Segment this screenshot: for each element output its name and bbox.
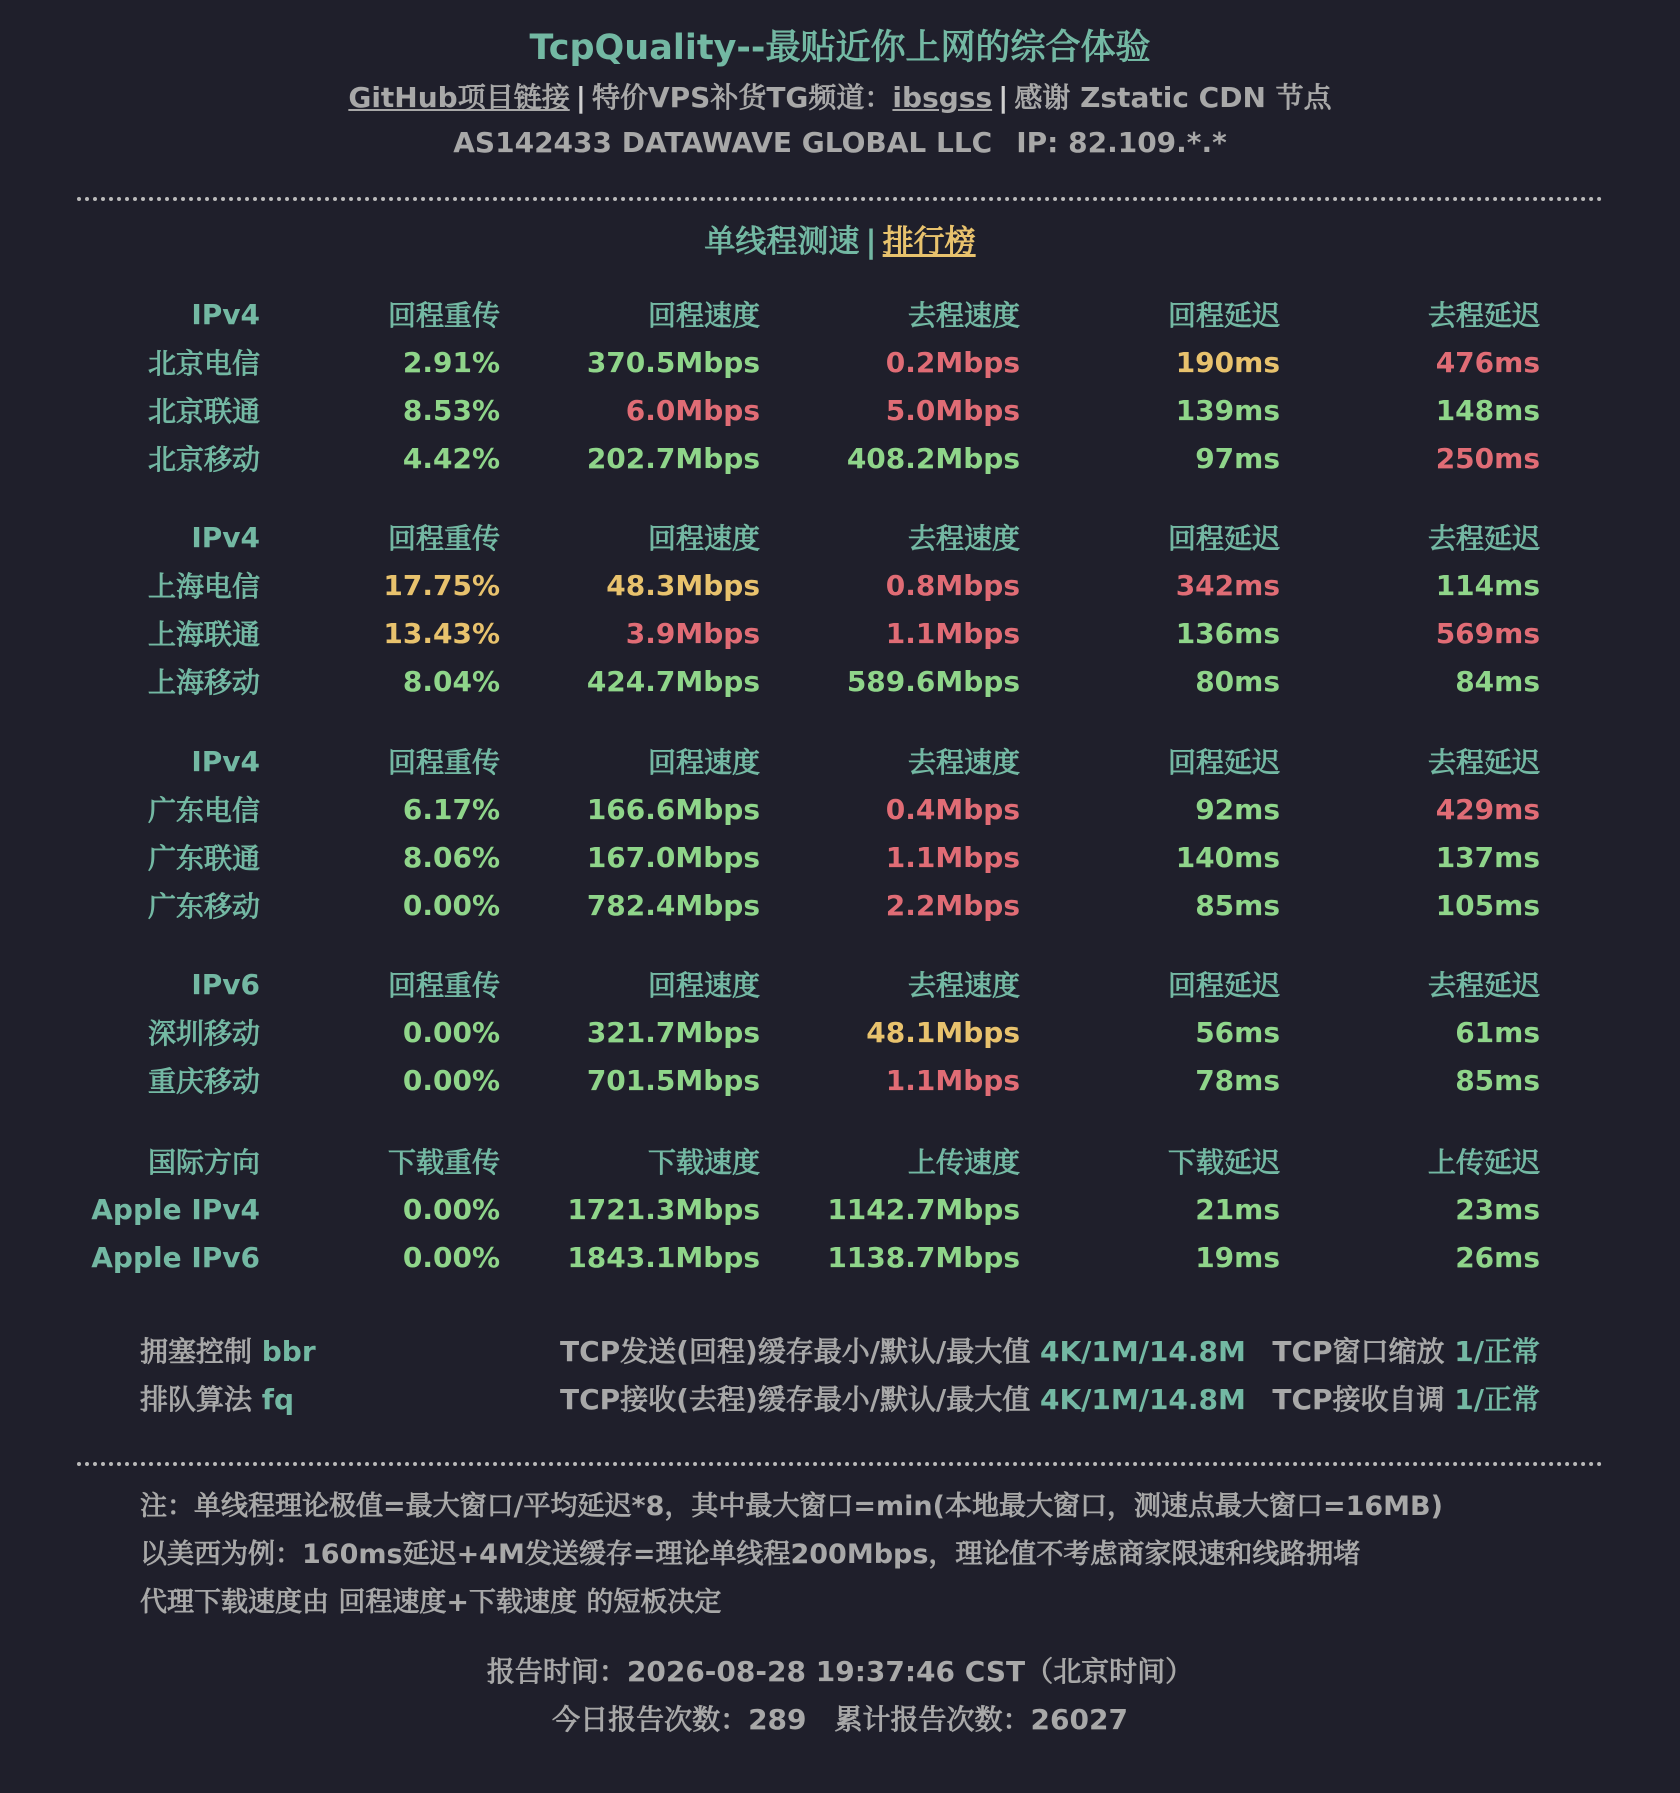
metric-value: 424.7Mbps bbox=[586, 664, 760, 698]
route-name: 上海电信 bbox=[147, 570, 260, 603]
metric-value: 48.3Mbps bbox=[606, 568, 760, 602]
table-header-row bbox=[60, 737, 1540, 785]
config-recv-autotune: TCP接收自调 1/正常 bbox=[1272, 1383, 1540, 1416]
results-table bbox=[60, 290, 1540, 482]
metric-value: 4.42% bbox=[402, 441, 500, 475]
results-table bbox=[60, 513, 1540, 705]
metric-value: 701.5Mbps bbox=[586, 1063, 760, 1097]
separator: | bbox=[998, 81, 1009, 114]
page-title: TcpQuality--最贴近你上网的综合体验 bbox=[529, 28, 1151, 68]
header-links bbox=[0, 76, 1680, 116]
nav-separator: | bbox=[865, 224, 877, 260]
column-header: IPv4 bbox=[191, 297, 260, 331]
metric-value: 8.53% bbox=[402, 393, 500, 427]
today-count: 今日报告次数：289 bbox=[552, 1703, 807, 1736]
metric-value: 190ms bbox=[1175, 345, 1280, 379]
separator: | bbox=[575, 81, 586, 114]
table-row bbox=[60, 785, 1540, 833]
metric-value: 17.75% bbox=[383, 568, 500, 602]
divider bbox=[77, 197, 1603, 201]
metric-value: 148ms bbox=[1435, 393, 1540, 427]
metric-value: 569ms bbox=[1435, 616, 1540, 650]
metric-value: 342ms bbox=[1175, 568, 1280, 602]
table-row bbox=[60, 338, 1540, 386]
column-header: 回程重传 bbox=[387, 746, 500, 779]
config-send-buffer: TCP发送(回程)缓存最小/默认/最大值 4K/1M/14.8M bbox=[560, 1335, 1246, 1368]
thanks-text: 感谢 Zstatic CDN 节点 bbox=[1014, 81, 1332, 114]
metric-value: 26ms bbox=[1455, 1240, 1540, 1274]
github-link[interactable]: GitHub项目链接 bbox=[348, 81, 570, 114]
results-table bbox=[60, 737, 1540, 929]
metric-value: 114ms bbox=[1435, 568, 1540, 602]
table-row bbox=[60, 561, 1540, 609]
route-name: 深圳移动 bbox=[147, 1017, 260, 1050]
route-name: 广东电信 bbox=[147, 794, 260, 827]
column-header: 上传速度 bbox=[907, 1146, 1020, 1179]
metric-value: 3.9Mbps bbox=[625, 616, 760, 650]
metric-value: 56ms bbox=[1195, 1015, 1280, 1049]
route-name: Apple IPv4 bbox=[91, 1192, 260, 1226]
metric-value: 85ms bbox=[1455, 1063, 1540, 1097]
metric-value: 92ms bbox=[1195, 792, 1280, 826]
route-name: 广东联通 bbox=[147, 842, 260, 875]
note-line: 注：单线程理论极值=最大窗口/平均延迟*8，其中最大窗口=min(本地最大窗口，测速点最大窗口=16MB) bbox=[140, 1491, 1443, 1522]
route-name: 北京联通 bbox=[147, 395, 260, 428]
metric-value: 21ms bbox=[1195, 1192, 1280, 1226]
metric-value: 139ms bbox=[1175, 393, 1280, 427]
route-name: 上海联通 bbox=[147, 618, 260, 651]
total-count: 累计报告次数：26027 bbox=[834, 1703, 1128, 1736]
table-row bbox=[60, 609, 1540, 657]
metric-value: 0.00% bbox=[402, 1015, 500, 1049]
column-header: 下载速度 bbox=[647, 1146, 760, 1179]
network-info bbox=[0, 126, 1680, 159]
metric-value: 250ms bbox=[1435, 441, 1540, 475]
table-header-row bbox=[60, 513, 1540, 561]
table-row bbox=[60, 657, 1540, 705]
metric-value: 48.1Mbps bbox=[866, 1015, 1020, 1049]
column-header: IPv4 bbox=[191, 520, 260, 554]
metric-value: 2.91% bbox=[402, 345, 500, 379]
metric-value: 8.04% bbox=[402, 664, 500, 698]
ip-info: IP: 82.109.*.* bbox=[1016, 126, 1227, 159]
route-name: 北京移动 bbox=[147, 443, 260, 476]
metric-value: 5.0Mbps bbox=[885, 393, 1020, 427]
vps-label: 特价VPS补货TG频道： bbox=[591, 81, 893, 114]
column-header: 回程速度 bbox=[647, 522, 760, 555]
table-row bbox=[60, 1008, 1540, 1056]
metric-value: 1.1Mbps bbox=[885, 616, 1020, 650]
table-header-row bbox=[60, 290, 1540, 338]
column-header: 回程延迟 bbox=[1167, 522, 1280, 555]
config-qdisc: 排队算法 fq bbox=[140, 1383, 294, 1416]
route-name: 上海移动 bbox=[147, 666, 260, 699]
metric-value: 0.2Mbps bbox=[885, 345, 1020, 379]
results-table bbox=[60, 960, 1540, 1104]
column-header: 去程延迟 bbox=[1427, 299, 1540, 332]
column-header: 上传延迟 bbox=[1427, 1146, 1540, 1179]
config-recv-buffer: TCP接收(去程)缓存最小/默认/最大值 4K/1M/14.8M bbox=[560, 1383, 1246, 1416]
route-name: 北京电信 bbox=[147, 347, 260, 380]
metric-value: 8.06% bbox=[402, 840, 500, 874]
metric-value: 429ms bbox=[1435, 792, 1540, 826]
metric-value: 589.6Mbps bbox=[846, 664, 1020, 698]
column-header: 回程延迟 bbox=[1167, 969, 1280, 1002]
route-name: Apple IPv6 bbox=[91, 1240, 260, 1274]
table-row bbox=[60, 434, 1540, 482]
report-counts bbox=[0, 1698, 1680, 1738]
metric-value: 78ms bbox=[1195, 1063, 1280, 1097]
config-window-scaling: TCP窗口缩放 1/正常 bbox=[1272, 1335, 1540, 1368]
metric-value: 782.4Mbps bbox=[586, 888, 760, 922]
metric-value: 1843.1Mbps bbox=[567, 1240, 760, 1274]
nav-single-thread: 单线程测速 bbox=[704, 224, 860, 260]
column-header: 回程速度 bbox=[647, 746, 760, 779]
as-info: AS142433 DATAWAVE GLOBAL LLC bbox=[453, 126, 993, 159]
metric-value: 0.00% bbox=[402, 1192, 500, 1226]
table-row bbox=[60, 833, 1540, 881]
column-header: 回程延迟 bbox=[1167, 299, 1280, 332]
table-row bbox=[60, 1233, 1540, 1281]
note-line: 以美西为例：160ms延迟+4M发送缓存=理论单线程200Mbps，理论值不考虑商家限速和线路拥堵 bbox=[140, 1539, 1361, 1570]
column-header: 去程速度 bbox=[907, 746, 1020, 779]
divider bbox=[77, 1462, 1603, 1466]
metric-value: 0.00% bbox=[402, 1240, 500, 1274]
column-header: 去程延迟 bbox=[1427, 522, 1540, 555]
metric-value: 23ms bbox=[1455, 1192, 1540, 1226]
metric-value: 321.7Mbps bbox=[586, 1015, 760, 1049]
table-header-row bbox=[60, 960, 1540, 1008]
metric-value: 202.7Mbps bbox=[586, 441, 760, 475]
metric-value: 167.0Mbps bbox=[586, 840, 760, 874]
column-header: 回程重传 bbox=[387, 299, 500, 332]
tg-channel-link[interactable]: ibsgss bbox=[892, 81, 993, 114]
column-header: 回程重传 bbox=[387, 969, 500, 1002]
metric-value: 1138.7Mbps bbox=[827, 1240, 1020, 1274]
metric-value: 1721.3Mbps bbox=[567, 1192, 760, 1226]
table-row bbox=[60, 1056, 1540, 1104]
metric-value: 0.4Mbps bbox=[885, 792, 1020, 826]
table-row bbox=[60, 881, 1540, 929]
metric-value: 370.5Mbps bbox=[586, 345, 760, 379]
column-header: 去程速度 bbox=[907, 969, 1020, 1002]
metric-value: 1.1Mbps bbox=[885, 840, 1020, 874]
metric-value: 0.8Mbps bbox=[885, 568, 1020, 602]
table-row bbox=[60, 386, 1540, 434]
metric-value: 0.00% bbox=[402, 1063, 500, 1097]
metric-value: 137ms bbox=[1435, 840, 1540, 874]
metric-value: 80ms bbox=[1195, 664, 1280, 698]
metric-value: 85ms bbox=[1195, 888, 1280, 922]
metric-value: 1142.7Mbps bbox=[827, 1192, 1020, 1226]
column-header: 回程速度 bbox=[647, 299, 760, 332]
metric-value: 166.6Mbps bbox=[586, 792, 760, 826]
metric-value: 1.1Mbps bbox=[885, 1063, 1020, 1097]
metric-value: 6.17% bbox=[402, 792, 500, 826]
column-header: 去程速度 bbox=[907, 299, 1020, 332]
column-header: 去程延迟 bbox=[1427, 969, 1540, 1002]
note-line: 代理下载速度由 回程速度+下载速度 的短板决定 bbox=[140, 1587, 722, 1618]
metric-value: 105ms bbox=[1435, 888, 1540, 922]
metric-value: 84ms bbox=[1455, 664, 1540, 698]
column-header: 回程延迟 bbox=[1167, 746, 1280, 779]
nav-bar bbox=[0, 216, 1680, 261]
column-header: 去程速度 bbox=[907, 522, 1020, 555]
table-header-row bbox=[60, 1137, 1540, 1185]
column-header: 回程速度 bbox=[647, 969, 760, 1002]
column-header: 去程延迟 bbox=[1427, 746, 1540, 779]
metric-value: 6.0Mbps bbox=[625, 393, 760, 427]
metric-value: 140ms bbox=[1175, 840, 1280, 874]
route-name: 广东移动 bbox=[147, 890, 260, 923]
metric-value: 2.2Mbps bbox=[885, 888, 1020, 922]
report-time: 报告时间：2026-08-28 19:37:46 CST（北京时间） bbox=[486, 1655, 1194, 1688]
metric-value: 0.00% bbox=[402, 888, 500, 922]
results-table bbox=[60, 1137, 1540, 1281]
table-row bbox=[60, 1185, 1540, 1233]
metric-value: 97ms bbox=[1195, 441, 1280, 475]
column-header: 下载延迟 bbox=[1167, 1146, 1280, 1179]
column-header: IPv6 bbox=[191, 967, 260, 1001]
metric-value: 19ms bbox=[1195, 1240, 1280, 1274]
metric-value: 13.43% bbox=[383, 616, 500, 650]
route-name: 重庆移动 bbox=[147, 1065, 260, 1098]
column-header: 回程重传 bbox=[387, 522, 500, 555]
metric-value: 408.2Mbps bbox=[846, 441, 1020, 475]
config-cc: 拥塞控制 bbr bbox=[140, 1335, 316, 1368]
column-header: 下载重传 bbox=[387, 1146, 500, 1179]
metric-value: 61ms bbox=[1455, 1015, 1540, 1049]
column-header: 国际方向 bbox=[147, 1146, 260, 1179]
nav-leaderboard-link[interactable]: 排行榜 bbox=[882, 224, 976, 260]
column-header: IPv4 bbox=[191, 744, 260, 778]
metric-value: 136ms bbox=[1175, 616, 1280, 650]
metric-value: 476ms bbox=[1435, 345, 1540, 379]
